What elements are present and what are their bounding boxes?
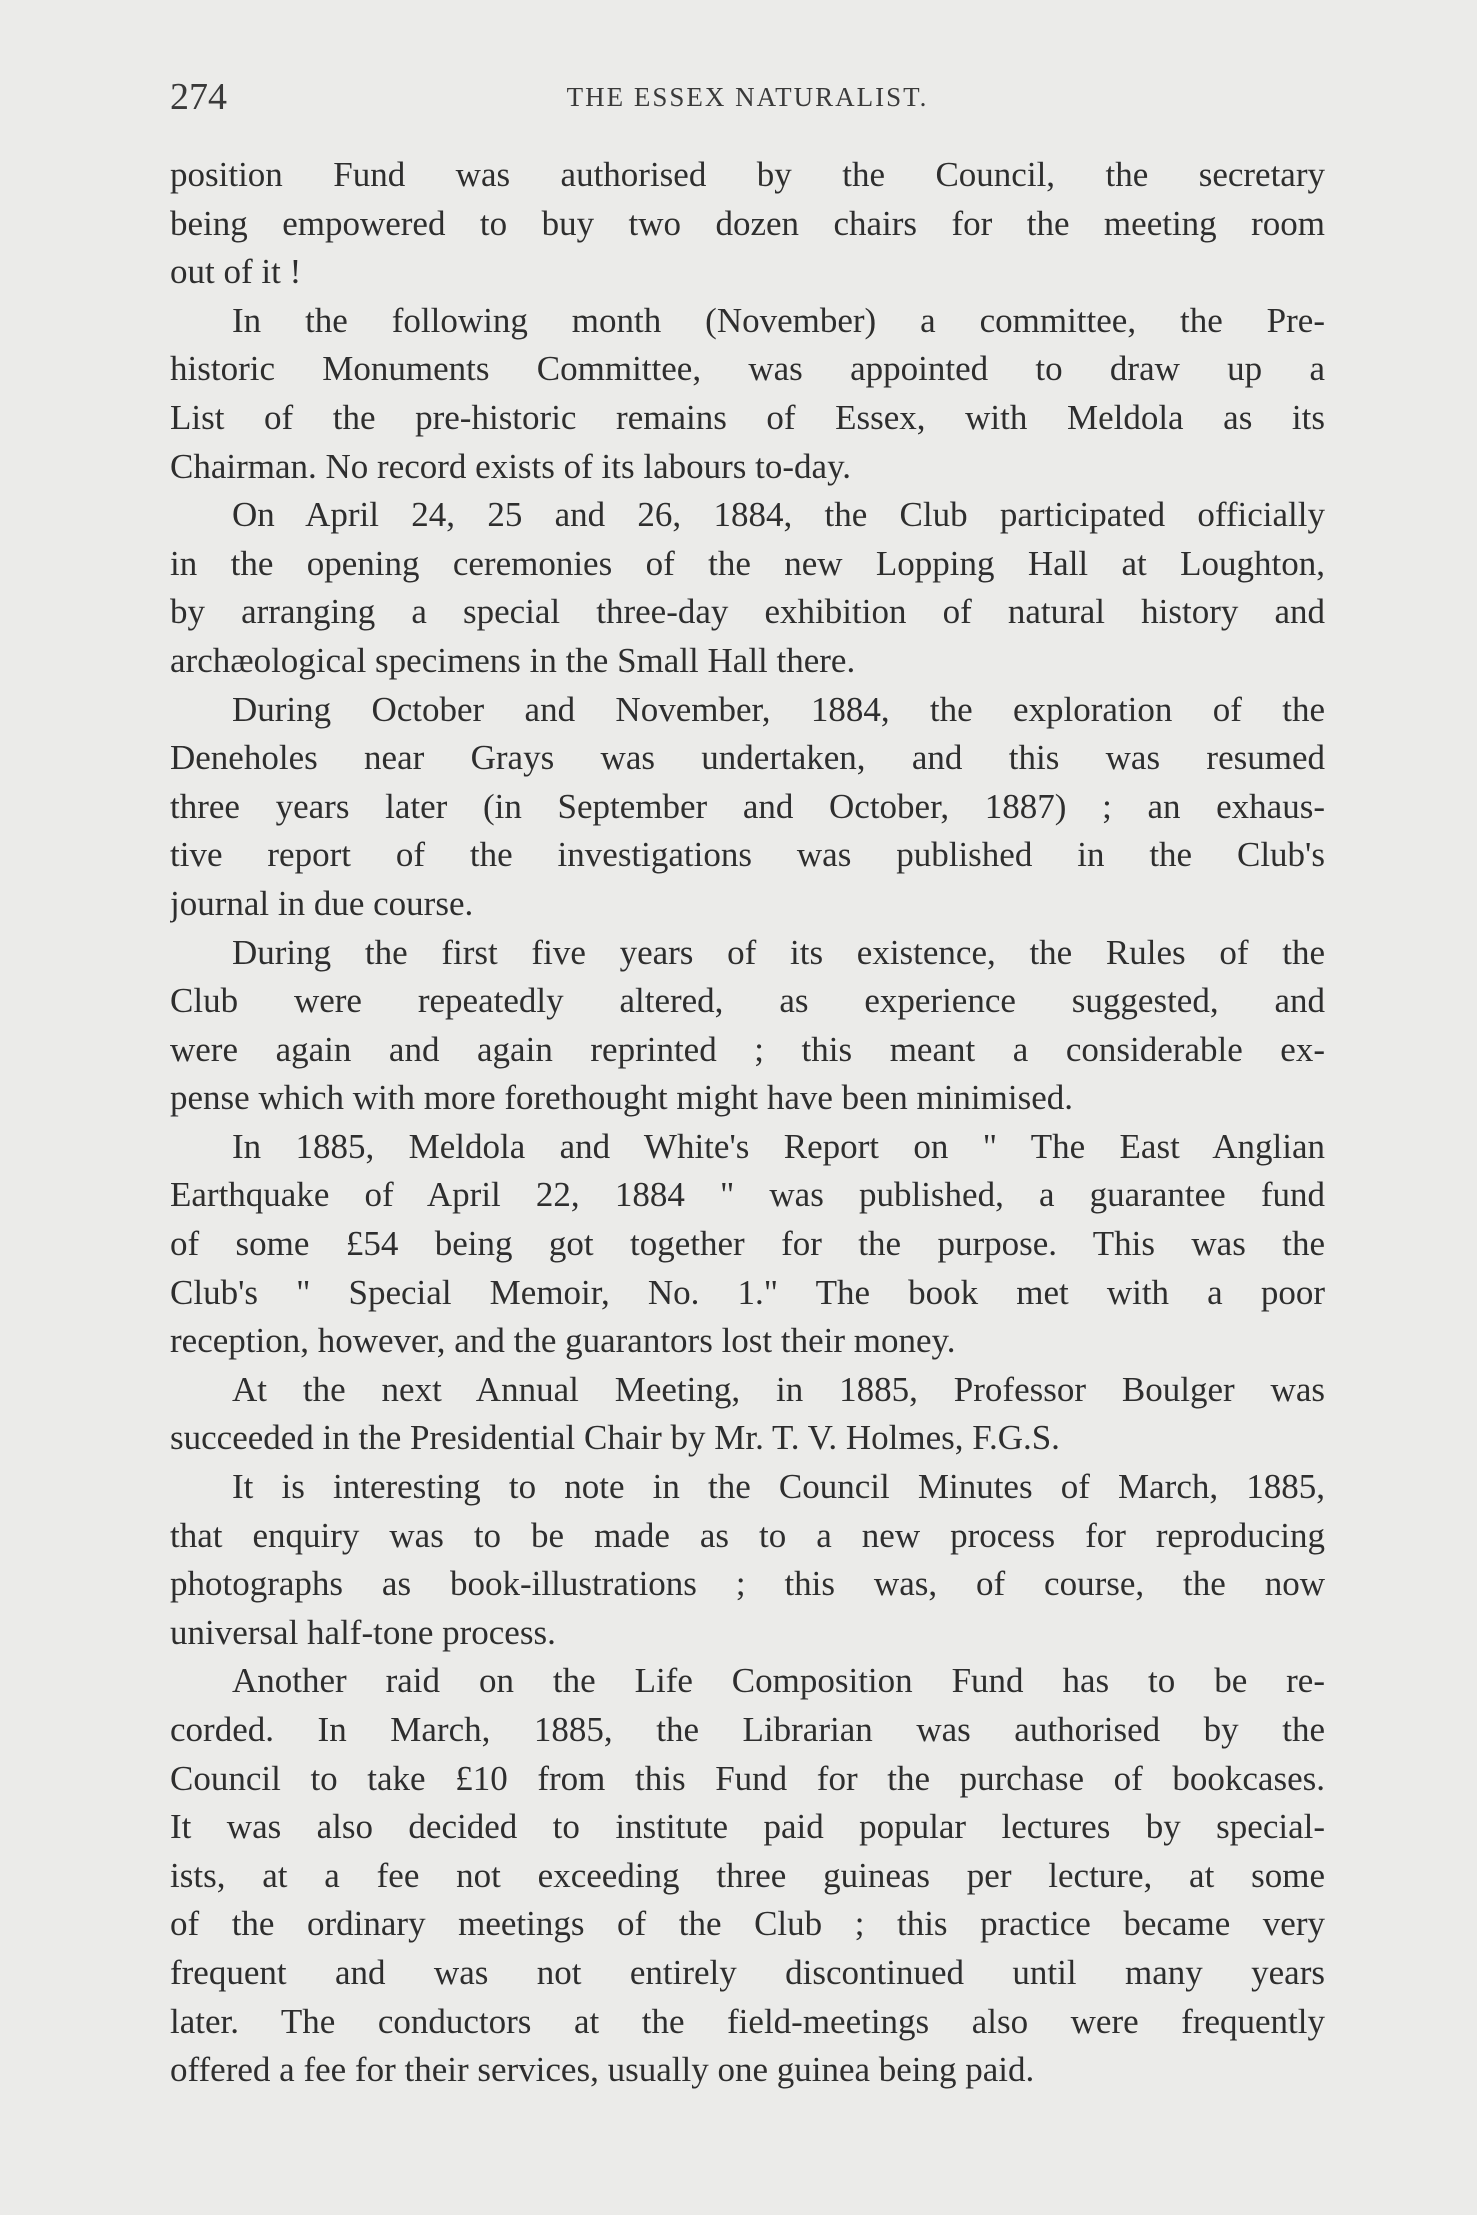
page-number: 274 xyxy=(170,76,227,118)
text-line: Another raid on the Life Composition Fund has to be re- xyxy=(232,1661,1325,1701)
text-line: that enquiry was to be made as to a new process for reproducing xyxy=(170,1515,1325,1555)
text-line: In the following month (November) a committee, the Pre- xyxy=(232,300,1325,340)
text-line: being empowered to buy two dozen chairs for the meeting room xyxy=(170,203,1325,243)
text-line: position Fund was authorised by the Council, the secretary xyxy=(170,155,1325,194)
text-line: were again and again reprinted ; this meant a considerable ex- xyxy=(170,1029,1325,1069)
text-line: Deneholes near Grays was undertaken, and this was resumed xyxy=(170,738,1325,778)
text-line: corded. In March, 1885, the Librarian was authorised by the xyxy=(170,1710,1325,1749)
body-text xyxy=(170,151,1325,2095)
text-line: In 1885, Meldola and White's Report on " The East Anglian xyxy=(232,1126,1325,1166)
text-line: Club were repeatedly altered, as experience suggested, and xyxy=(170,981,1325,1021)
text-line: It is interesting to note in the Council Minutes of March, 1885, xyxy=(232,1467,1325,1507)
running-title: THE ESSEX NATURALIST. xyxy=(566,82,929,112)
text-line: offered a fee for their services, usually one guinea being paid. xyxy=(170,2050,1035,2090)
text-line: universal half-tone process. xyxy=(170,1612,556,1652)
text-line: three years later (in September and October, 1887) ; an exhaus- xyxy=(170,786,1325,826)
text-line: succeeded in the Presidential Chair by Mr. T. V. Holmes, F.G.S. xyxy=(170,1418,1060,1458)
text-line: During the first five years of its existence, the Rules of the xyxy=(232,932,1325,972)
text-line: On April 24, 25 and 26, 1884, the Club participated officially xyxy=(232,495,1325,535)
text-line: later. The conductors at the field-meetings also were frequently xyxy=(170,2001,1325,2041)
text-line: ists, at a fee not exceeding three guineas per lecture, at some xyxy=(170,1855,1325,1895)
text-line: frequent and was not entirely discontinued until many years xyxy=(170,1952,1325,1992)
text-line: Council to take £10 from this Fund for the purchase of bookcases. xyxy=(170,1758,1325,1798)
text-line: It was also decided to institute paid popular lectures by special- xyxy=(170,1807,1325,1847)
text-line: in the opening ceremonies of the new Lopping Hall at Loughton, xyxy=(170,543,1325,583)
page-header xyxy=(170,72,1325,122)
text-line: Earthquake of April 22, 1884 " was published, a guarantee fund xyxy=(170,1175,1325,1215)
text-line: tive report of the investigations was published in the Club's xyxy=(170,835,1325,875)
text-line: historic Monuments Committee, was appointed to draw up a xyxy=(170,349,1325,389)
text-line: reception, however, and the guarantors lost their money. xyxy=(170,1321,956,1361)
text-line: by arranging a special three-day exhibition of natural history and xyxy=(170,592,1325,632)
text-line: photographs as book-illustrations ; this was, of course, the now xyxy=(170,1564,1325,1604)
text-line: archæological specimens in the Small Hall there. xyxy=(170,640,856,680)
text-line: List of the pre-historic remains of Essex, with Meldola as its xyxy=(170,397,1325,437)
text-line: Club's " Special Memoir, No. 1." The book met with a poor xyxy=(170,1272,1325,1312)
text-line: of some £54 being got together for the purpose. This was the xyxy=(170,1224,1325,1264)
text-line: At the next Annual Meeting, in 1885, Professor Boulger was xyxy=(232,1369,1325,1409)
text-line: out of it ! xyxy=(170,252,302,292)
text-line: Chairman. No record exists of its labours to-day. xyxy=(170,446,852,486)
text-line: During October and November, 1884, the exploration of the xyxy=(232,689,1325,729)
text-line: journal in due course. xyxy=(170,883,474,923)
text-line: pense which with more forethought might have been minimised. xyxy=(170,1078,1073,1118)
text-line: of the ordinary meetings of the Club ; this practice became very xyxy=(170,1904,1325,1944)
